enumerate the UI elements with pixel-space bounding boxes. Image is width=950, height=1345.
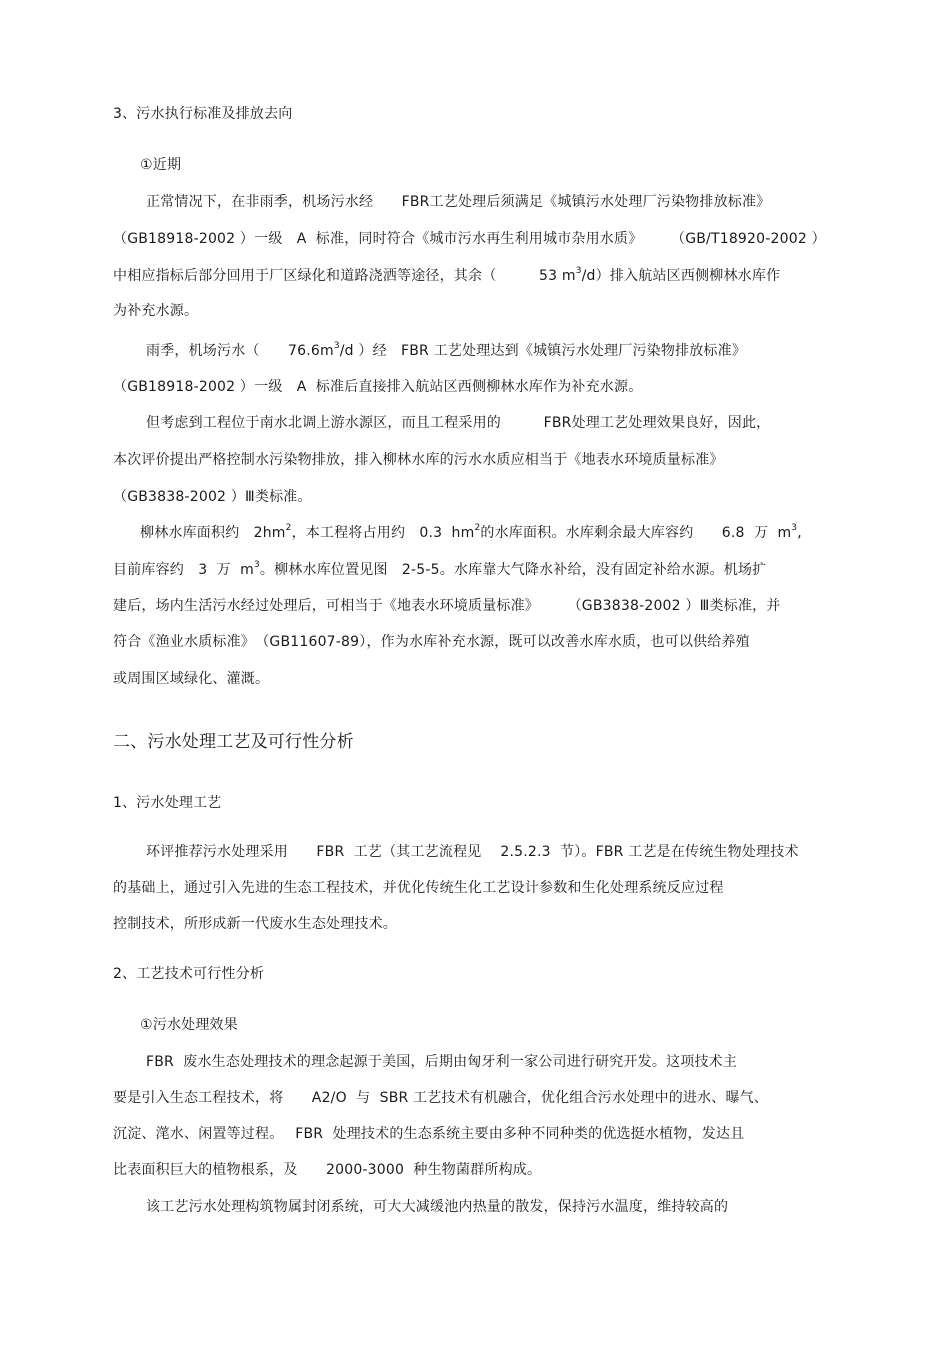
paragraph-line: 沉淀、滗水、闲置等过程。 FBR 处理技术的生态系统主要由多种不同种类的优选挺水植物，发达且 [113, 1126, 745, 1142]
paragraph-line: 环评推荐污水处理采用 FBR 工艺（其工艺流程见 2.5.2.3 节）。FBR 工艺是在传统生物处理技术 [146, 844, 799, 860]
text-segment: /d）排入航站区西侧柳林水库作 [581, 268, 781, 284]
text-segment: 雨季，机场污水（ 76.6m [146, 343, 334, 359]
paragraph-line: （GB18918-2002 ）一级 A 标准，同时符合《城市污水再生利用城市杂用水质》 （GB/T18920-2002 ） [113, 231, 826, 247]
section-heading-3: 3、污水执行标准及排放去向 [113, 106, 293, 122]
paragraph-line: （GB3838-2002 ）Ⅲ类标准。 [113, 489, 312, 505]
subheading-near-term: ①近期 [140, 157, 182, 173]
text-segment: 目前库容约 3 万 m [113, 562, 254, 578]
paragraph-line: 符合《渔业水质标准》 （GB11607-89），作为水库补充水源，既可以改善水库水质，也可以供给养殖 [113, 634, 750, 650]
section-heading-2: 2、工艺技术可行性分析 [113, 966, 265, 982]
text-segment: ，本工程将占用约 0.3 hm [291, 525, 475, 541]
paragraph-line: （GB18918-2002 ）一级 A 标准后直接排入航站区西侧柳林水库作为补充水源。 [113, 379, 643, 395]
section-heading-1: 1、污水处理工艺 [113, 795, 222, 811]
paragraph-line: 但考虑到工程位于南水北调上游水源区，而且工程采用的 FBR处理工艺处理效果良好，因此， [146, 415, 771, 431]
paragraph-line: FBR 废水生态处理技术的理念起源于美国，后期由匈牙利一家公司进行研究开发。这项技术主 [146, 1054, 738, 1070]
text-segment: /d ）经 FBR 工艺处理达到《城镇污水处理厂污染物排放标准》 [339, 343, 747, 359]
text-segment: 的水库面积。水库剩余最大库容约 6.8 万 m [480, 525, 792, 541]
paragraph-line: 为补充水源。 [113, 303, 199, 319]
paragraph-line: 建后，场内生活污水经过处理后，可相当于《地表水环境质量标准》 （GB3838-2002 ）Ⅲ类标准，并 [113, 598, 781, 614]
superscript: 2 [474, 523, 481, 533]
text-segment: 。柳林水库位置见图 2-5-5。水库靠大气降水补给，没有固定补给水源。机场扩 [259, 562, 767, 578]
paragraph-line [140, 523, 802, 543]
text-segment: , [797, 525, 802, 541]
paragraph-line [146, 341, 746, 361]
subheading-treatment-effect: ①污水处理效果 [140, 1017, 238, 1033]
superscript: 3 [575, 266, 582, 276]
superscript: 3 [253, 560, 260, 570]
superscript: 2 [285, 523, 292, 533]
superscript: 3 [333, 341, 340, 351]
paragraph-line: 本次评价提出严格控制水污染物排放，排入柳林水库的污水水质应相当于《地表水环境质量标准》 [113, 452, 724, 468]
paragraph-line [113, 560, 766, 580]
superscript: 3 [791, 523, 798, 533]
text-segment: 中相应指标后部分回用于厂区绿化和道路浇洒等途径，其余（ 53 m [113, 268, 576, 284]
paragraph-line: 要是引入生态工程技术，将 A2/O 与 SBR 工艺技术有机融合，优化组合污水处理中的进水、曝气、 [113, 1090, 769, 1106]
paragraph-line: 的基础上，通过引入先进的生态工程技术，并优化传统生化工艺设计参数和生化处理系统反应过程 [113, 880, 724, 896]
paragraph-line: 比表面积巨大的植物根系，及 2000-3000 种生物菌群所构成。 [113, 1162, 542, 1178]
paragraph-line: 该工艺污水处理构筑物属封闭系统，可大大减缓池内热量的散发，保持污水温度，维持较高的 [146, 1199, 729, 1215]
paragraph-line [113, 266, 780, 286]
chapter-heading: 二、污水处理工艺及可行性分析 [113, 732, 354, 752]
text-segment: 柳林水库面积约 2hm [140, 525, 286, 541]
paragraph-line: 正常情况下，在非雨季，机场污水经 FBR工艺处理后须满足《城镇污水处理厂污染物排放标准》 [146, 194, 771, 210]
paragraph-line: 或周围区域绿化、灌溉。 [113, 671, 270, 687]
paragraph-line: 控制技术，所形成新一代废水生态处理技术。 [113, 916, 397, 932]
